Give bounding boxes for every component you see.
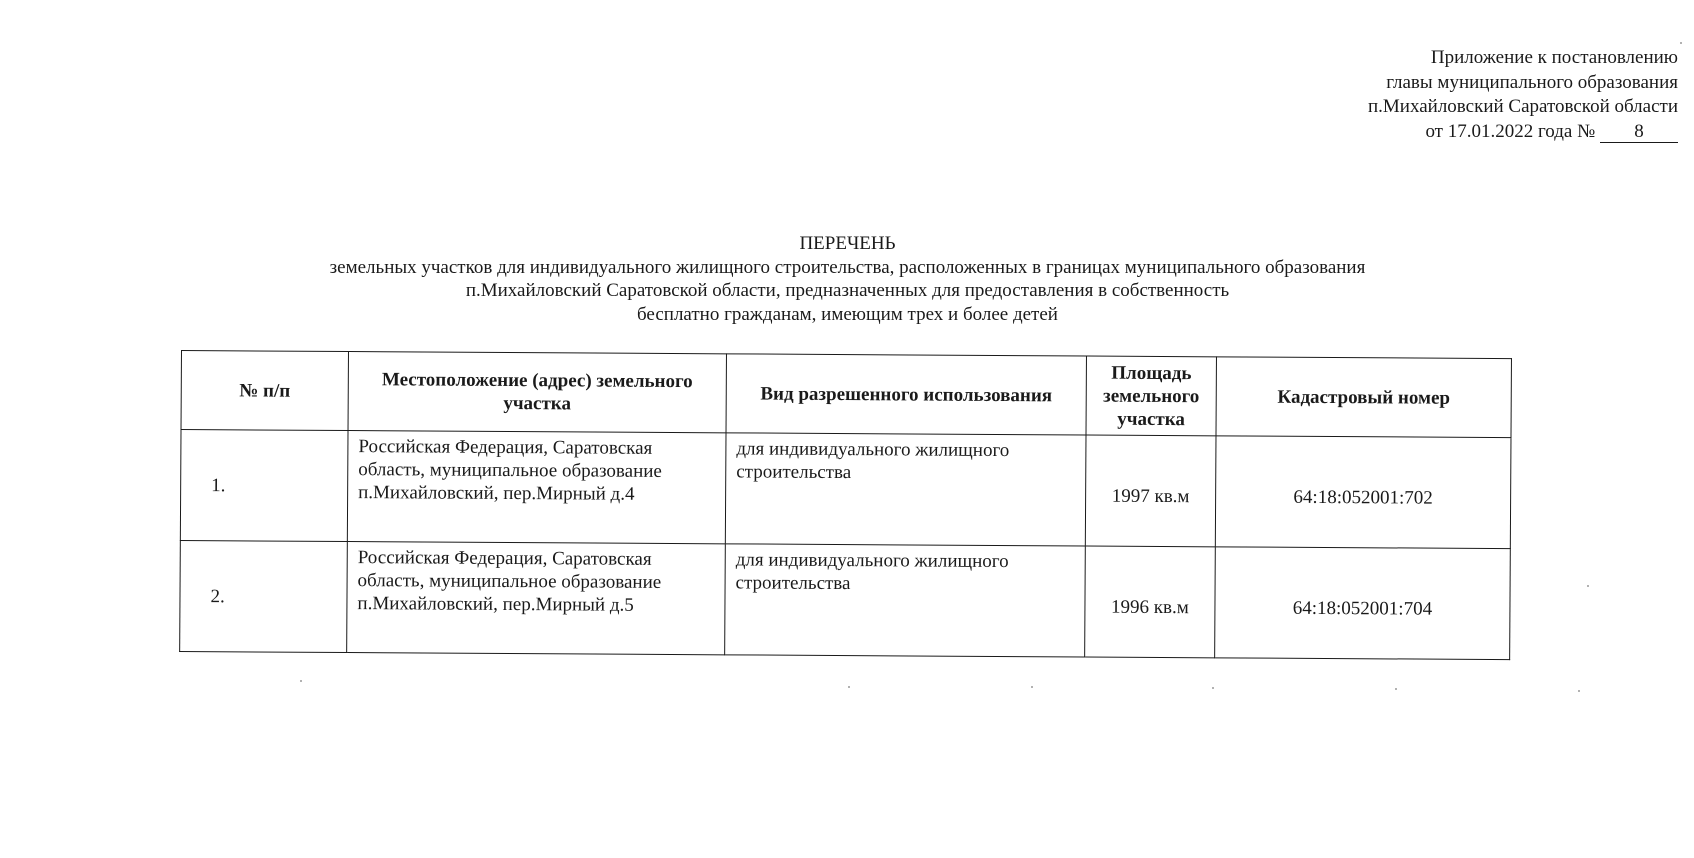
appendix-block — [1078, 46, 1678, 144]
scan-speck — [1395, 688, 1397, 690]
appendix-date: от 17.01.2022 года № — [1425, 120, 1596, 142]
cell-use: для индивидуального жилищного строительства — [725, 544, 1086, 657]
appendix-line-2: главы муниципального образования — [1386, 71, 1678, 93]
parcels-table — [179, 350, 1512, 660]
title-heading: ПЕРЕЧЕНЬ — [799, 233, 896, 254]
header-use: Вид разрешенного использования — [726, 354, 1086, 435]
document-title — [180, 232, 1515, 326]
table-row — [180, 540, 1511, 659]
cell-number: 1. — [180, 430, 348, 542]
cell-address: Российская Федерация, Саратовская область, муниципальное образование п.Михайловский, пер.Мирный д.4 — [347, 431, 726, 544]
title-line-3: бесплатно гражданам, имеющим трех и более детей — [637, 303, 1058, 325]
scan-speck — [1578, 690, 1580, 692]
header-address: Местоположение (адрес) земельного участка — [348, 352, 726, 433]
cell-number: 2. — [180, 540, 348, 652]
scan-speck — [848, 686, 850, 688]
title-line-2: п.Михайловский Саратовской области, предназначенных для предоставления в собственность — [465, 280, 1230, 301]
table-row — [180, 430, 1511, 549]
scan-speck — [1212, 687, 1214, 689]
cell-area: 1997 кв.м — [1085, 435, 1216, 547]
header-number: № п/п — [181, 351, 348, 431]
scan-speck — [1680, 42, 1682, 44]
header-area: Площадь земельного участка — [1086, 356, 1216, 436]
appendix-line-1: Приложение к постановлению — [1430, 47, 1678, 68]
cell-area: 1996 кв.м — [1085, 546, 1216, 658]
scan-speck — [1587, 585, 1589, 587]
title-line-1: земельных участков для индивидуального жилищного строительства, расположенных в границах муниципального образования — [329, 256, 1366, 278]
cell-address: Российская Федерация, Саратовская область, муниципальное образование п.Михайловский, пер.Мирный д.5 — [347, 542, 726, 655]
appendix-date-line — [1078, 120, 1678, 145]
cell-cadastral: 64:18:052001:704 — [1215, 547, 1511, 660]
table-header-row — [181, 351, 1511, 438]
cell-cadastral: 64:18:052001:702 — [1215, 436, 1511, 549]
scan-speck — [1031, 686, 1033, 688]
appendix-line-3: п.Михайловский Саратовской области — [1367, 96, 1678, 117]
resolution-number: 8 — [1600, 122, 1678, 143]
scan-speck — [300, 680, 302, 682]
header-cadastral: Кадастровый номер — [1216, 357, 1511, 438]
cell-use: для индивидуального жилищного строительства — [725, 433, 1086, 546]
